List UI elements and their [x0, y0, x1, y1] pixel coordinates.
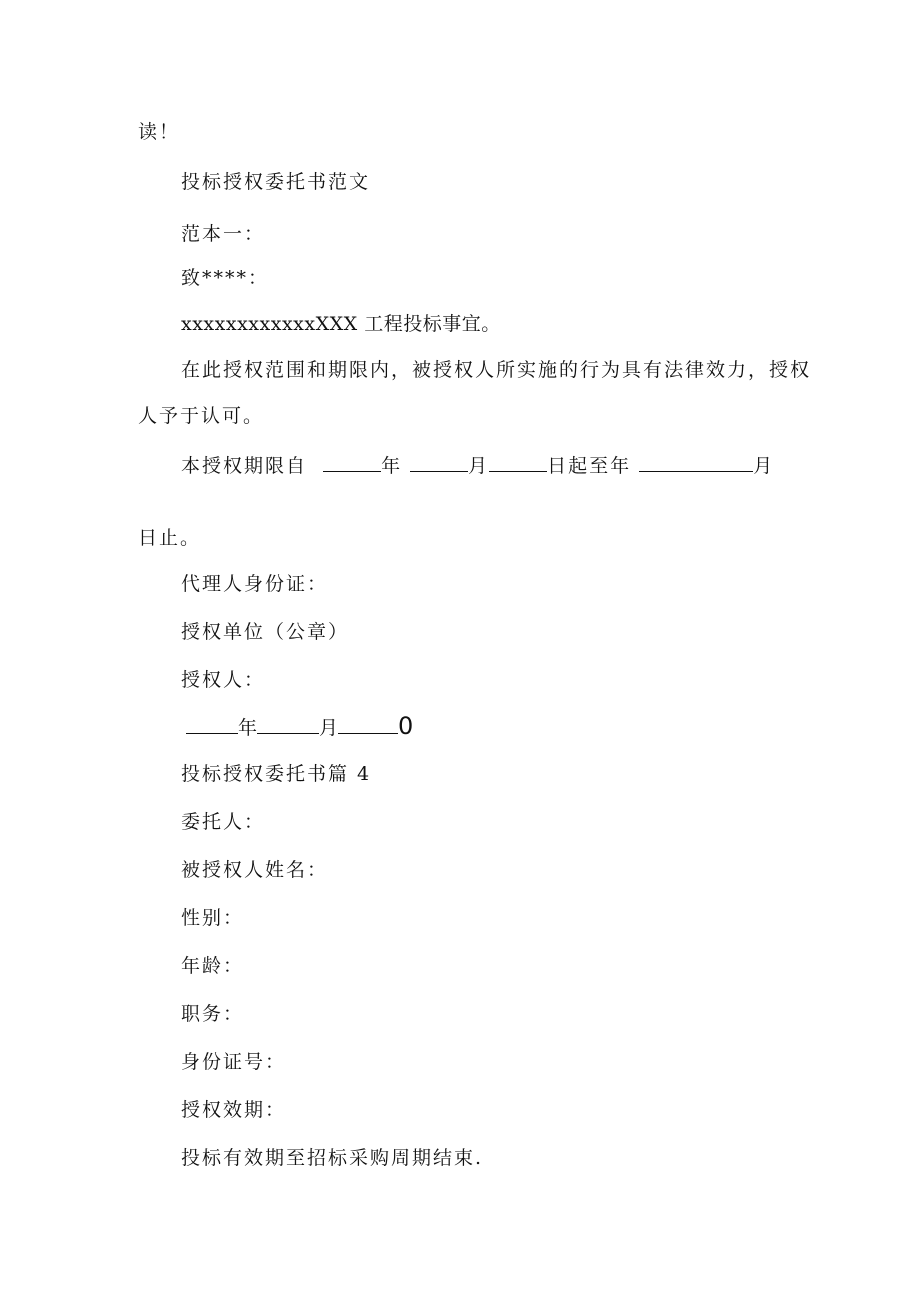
date-line	[186, 714, 413, 740]
gender-label: 性别：	[181, 907, 245, 929]
month-blank	[410, 455, 468, 472]
project-line: xxxxxxxxxxxxXXX 工程投标事宜。	[181, 313, 501, 335]
age-label: 年龄：	[181, 955, 245, 977]
period-year: 年	[381, 455, 403, 477]
date-zero: 0	[398, 712, 414, 740]
period-day-to-year: 日起至年	[547, 455, 632, 477]
authorized-name-label: 被授权人姓名：	[181, 859, 329, 881]
recipient-line: 致****：	[181, 267, 270, 289]
year-blank	[323, 455, 381, 472]
validity-label: 授权效期：	[181, 1099, 287, 1121]
period-end-line: 日止。	[138, 527, 202, 549]
position-label: 职务：	[181, 1003, 245, 1025]
day-blank	[489, 455, 547, 472]
text-line-read: 读！	[138, 121, 181, 143]
period-month: 月	[468, 455, 490, 477]
date-month-blank	[257, 717, 319, 734]
agent-id-label: 代理人身份证：	[181, 573, 329, 595]
authorizing-unit-label: 授权单位（公章）	[181, 621, 350, 643]
date-month: 月	[319, 717, 339, 739]
template-label: 范本一：	[181, 223, 266, 245]
date-year-blank	[186, 717, 238, 734]
period-line	[181, 454, 774, 478]
period-month2: 月	[753, 455, 775, 477]
id-number-label: 身份证号：	[181, 1051, 287, 1073]
authorizer-label: 授权人：	[181, 669, 266, 691]
period-prefix: 本授权期限自	[181, 455, 308, 477]
authority-paragraph: 在此授权范围和期限内，被授权人所实施的行为具有法律效力，授权	[181, 359, 812, 381]
month2-blank	[639, 455, 753, 472]
authority-paragraph-cont: 人予于认可。	[138, 405, 265, 427]
section-title: 投标授权委托书范文	[181, 171, 371, 193]
section-title-4: 投标授权委托书篇 4	[181, 763, 372, 785]
validity-statement: 投标有效期至招标采购周期结束.	[181, 1147, 484, 1169]
principal-label: 委托人：	[181, 811, 266, 833]
date-year: 年	[238, 717, 258, 739]
date-day-blank	[338, 717, 398, 734]
